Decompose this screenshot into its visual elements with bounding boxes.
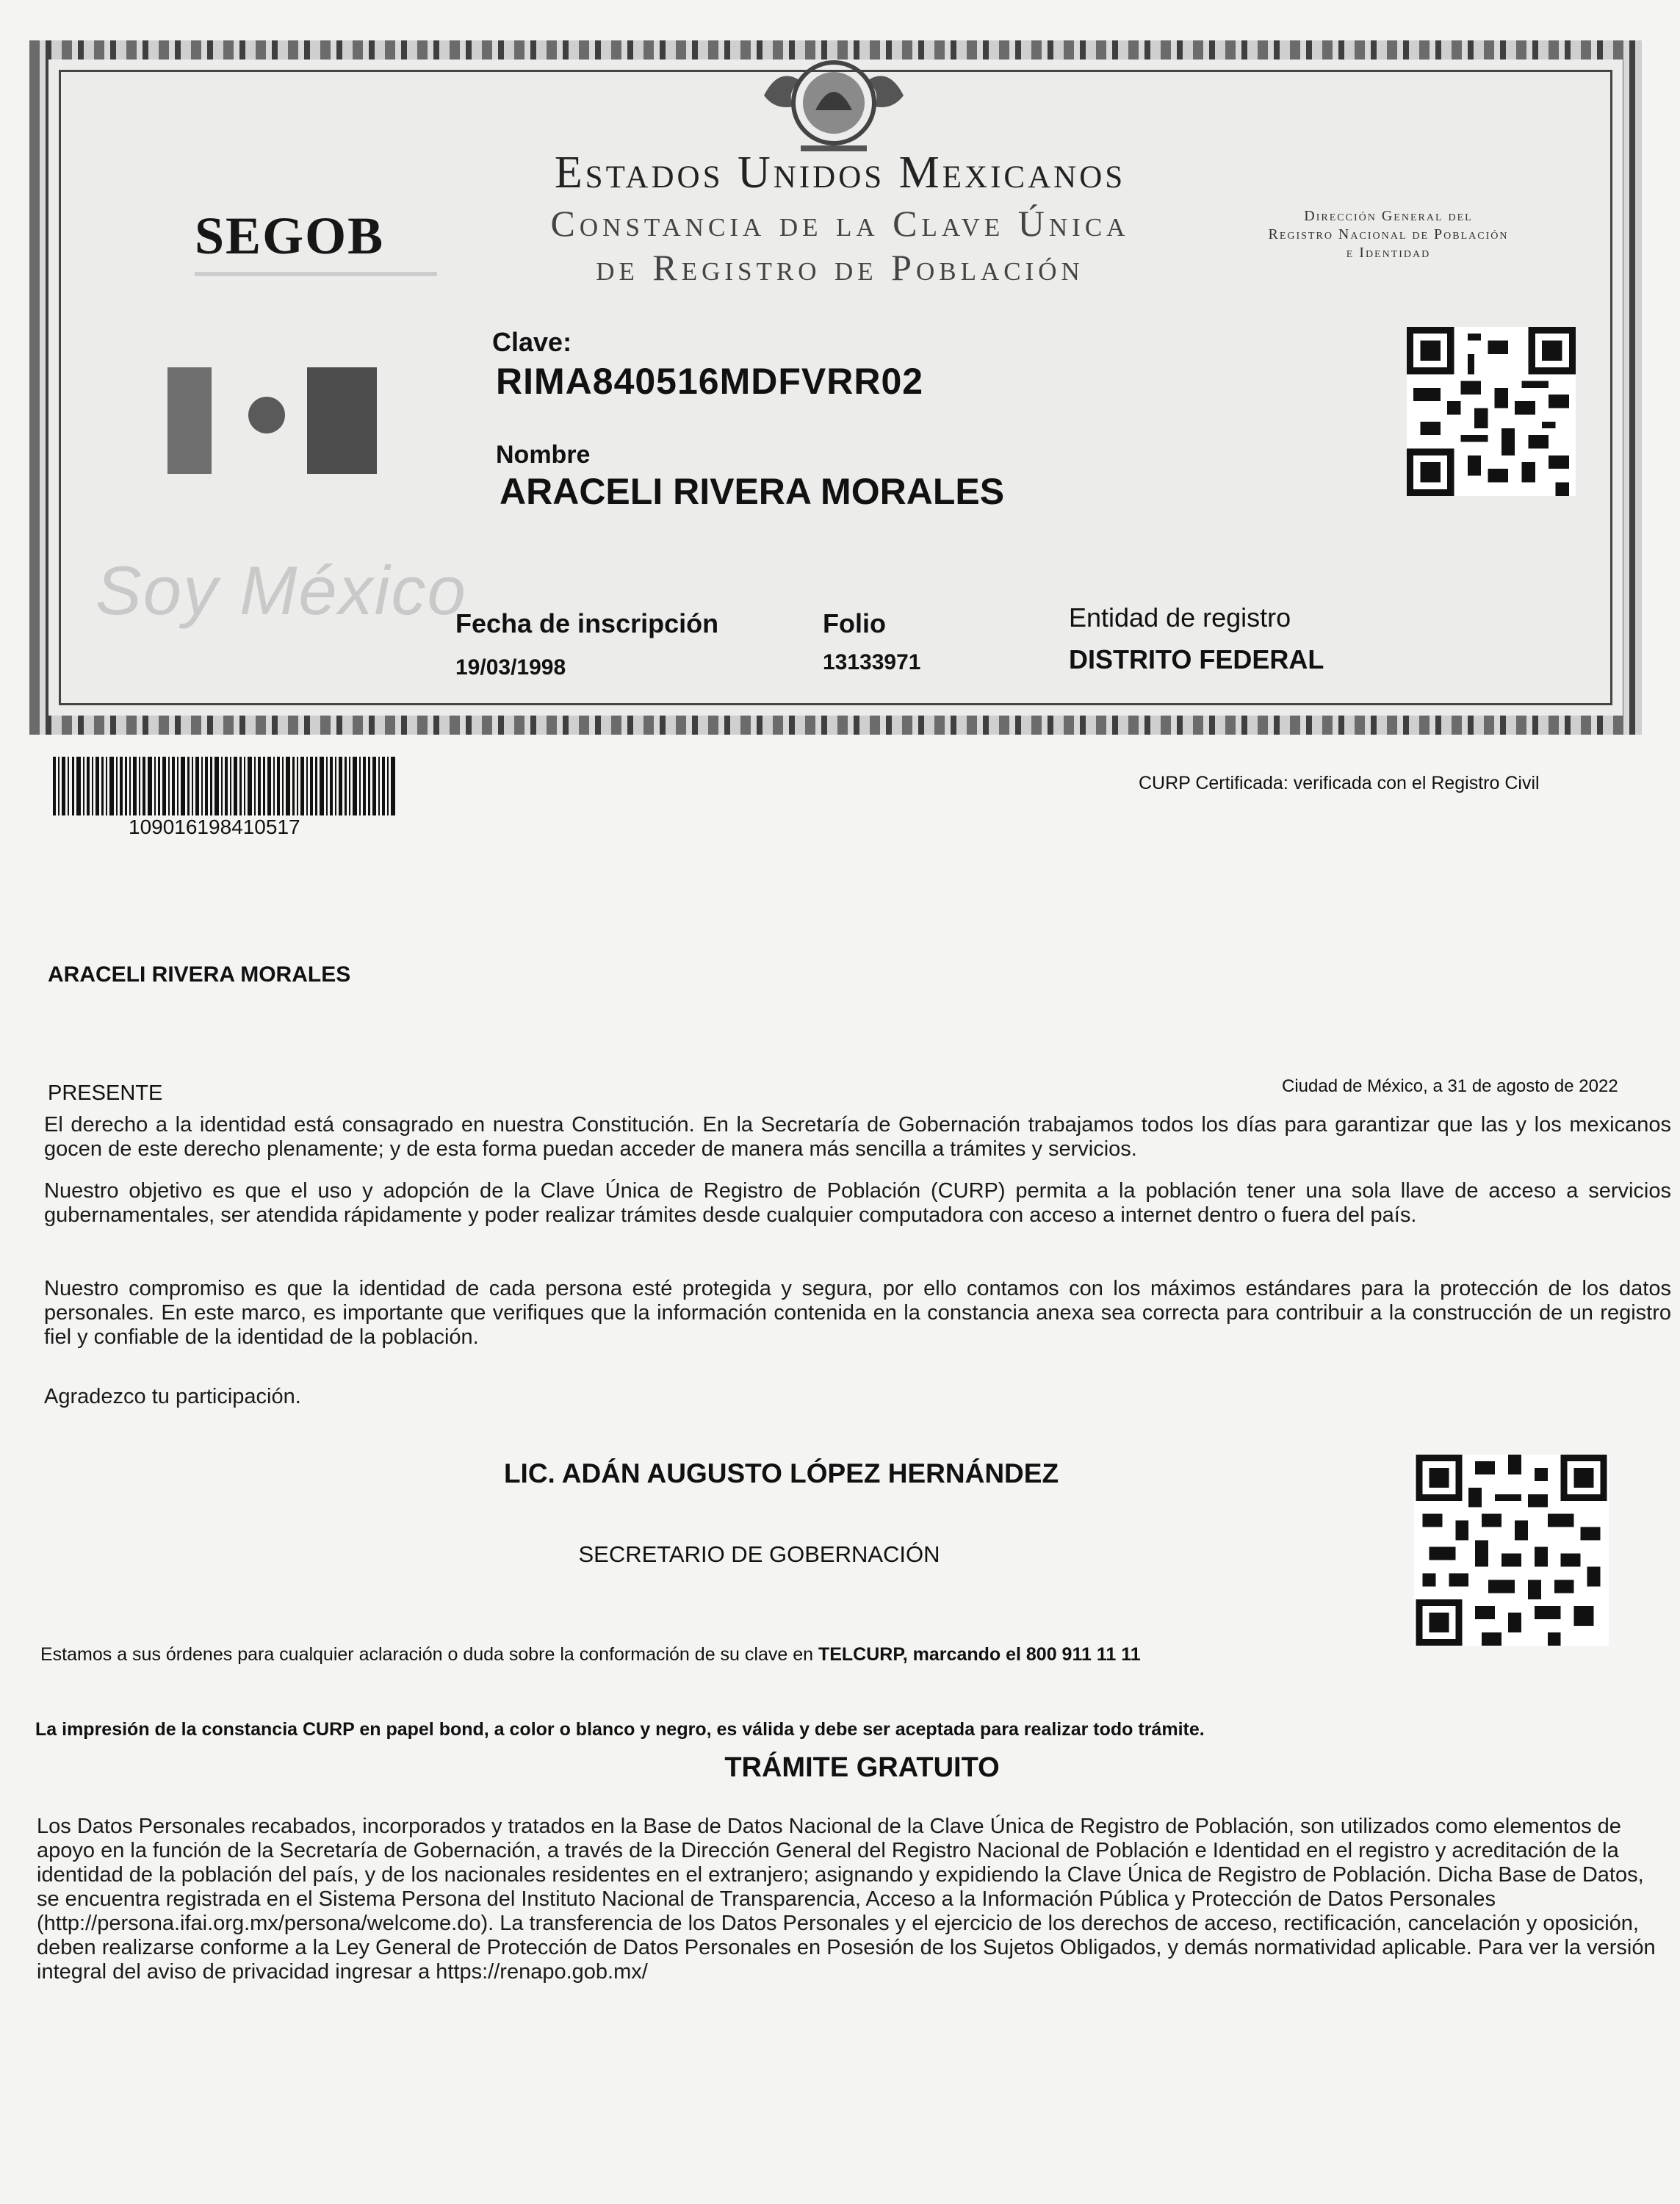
barcode-icon [53,757,398,815]
letter-paragraph-1: El derecho a la identidad está consagrado en nuestra Constitución. En la Secretaría de Gobernación trabajamos todos los días para garantizar que las y los mexicanos gocen de este derecho plenamente; y de esta forma puedan acceder de manera más sencilla a trámites y servicios. [44,1113,1671,1161]
telcurp-text: Estamos a sus órdenes para cualquier aclaración o duda sobre la conformación de su clave en [40,1644,818,1665]
renapo-agency-label [1219,207,1557,262]
privacy-notice: Los Datos Personales recabados, incorporados y tratados en la Base de Datos Nacional de la Clave Única de Registro de Población, son utilizados como elementos de apoyo en la función de la Secretaría de Gobernación, a través de la Dirección General del Registro Nacional de Población e Identidad en el registro y acreditación de la identidad de la población del país, y de los nacionales residentes en el extranjero; asignando y expidiendo la Clave Única de Registro de Población. Dicha Base de Datos, se encuentra registrada en el Sistema Persona del Instituto Nacional de Transparencia, Acceso a la Información Pública y Protección de Datos Personales (http://persona.ifai.org.mx/persona/welcome.do). La transferencia de los Datos Personales y el ejercicio de los derechos de acceso, rectificación, cancelación y oposición, deben realizarse conforme a la Ley General de Protección de Datos Personales en Posesión de los Sujetos Obligados, y demás normatividad aplicable. Para ver la versión integral del aviso de privacidad ingresar a https://renapo.gob.mx/ [37,1815,1656,1984]
document-subtitle-line2: de Registro de Población [596,247,1084,288]
folio-label: Folio [823,608,886,638]
fecha-inscripcion-value: 19/03/1998 [455,655,566,680]
letter-closing: Agradezco tu participación. [44,1385,301,1408]
letter-paragraph-3: Nuestro compromiso es que la identidad de cada persona esté protegida y segura, por ello contamos con los máximos estándares para la protección de los datos personales. En este marco, es importante que verifiques que la información contenida en la constancia anexa sea correcta para contribuir a la construcción de un registro fiel y confiable de la identidad de la población. [44,1277,1671,1349]
document-subtitle-line1: Constancia de la Clave Única [550,203,1130,244]
mexican-flag-icon [167,367,377,474]
segob-logo: SEGOB [195,206,385,265]
barcode-number: 109016198410517 [129,815,300,838]
segob-logo-underline [195,272,437,276]
certificate-qr-code-icon [1407,327,1576,496]
entidad-registro-value: DISTRITO FEDERAL [1069,644,1324,674]
clave-label: Clave: [492,327,572,357]
fecha-inscripcion-label: Fecha de inscripción [455,608,719,638]
bond-paper-notice: La impresión de la constancia CURP en papel bond, a color o blanco y negro, es válida y debe ser aceptada para realizar todo trámite. [35,1719,1205,1740]
renapo-line-2: Registro Nacional de Población [1268,226,1509,242]
renapo-line-3: e Identidad [1346,245,1431,261]
letter-place-date: Ciudad de México, a 31 de agosto de 2022 [1282,1076,1618,1096]
entidad-registro-label: Entidad de registro [1069,602,1291,633]
document-title: Estados Unidos Mexicanos [554,148,1126,198]
signer-name-text: LIC. ADÁN AUGUSTO LÓPEZ HERNÁNDEZ [503,1458,1059,1488]
letter-addressee: ARACELI RIVERA MORALES [48,962,351,987]
tramite-gratuito-text: TRÁMITE GRATUITO [724,1752,1000,1783]
nombre-value: ARACELI RIVERA MORALES [500,471,1005,512]
letter-presente: PRESENTE [48,1081,163,1105]
curp-certificada-note: CURP Certificada: verificada con el Registro Civil [1139,773,1540,793]
folio-value: 13133971 [823,650,921,674]
telcurp-phone: TELCURP, marcando el 800 911 11 11 [818,1644,1141,1665]
curp-value: RIMA840516MDFVRR02 [496,361,924,402]
letter-qr-code-icon [1414,1455,1609,1646]
signer-title-text: SECRETARIO DE GOBERNACIÓN [578,1541,940,1567]
letter-paragraph-2: Nuestro objetivo es que el uso y adopción de la Clave Única de Registro de Población (CURP) permita a la población tener una sola llave de acceso a servicios gubernamentales, ser atendida rápidamente y poder realizar trámites desde cualquier computadora con acceso a internet dentro o fuera del país. [44,1179,1671,1227]
soy-mexico-watermark: Soy México [95,552,467,629]
renapo-line-1: Dirección General del [1304,208,1473,224]
tramite-gratuito-heading [0,1752,1680,1784]
telcurp-notice [40,1644,1141,1665]
nombre-label: Nombre [496,441,591,469]
